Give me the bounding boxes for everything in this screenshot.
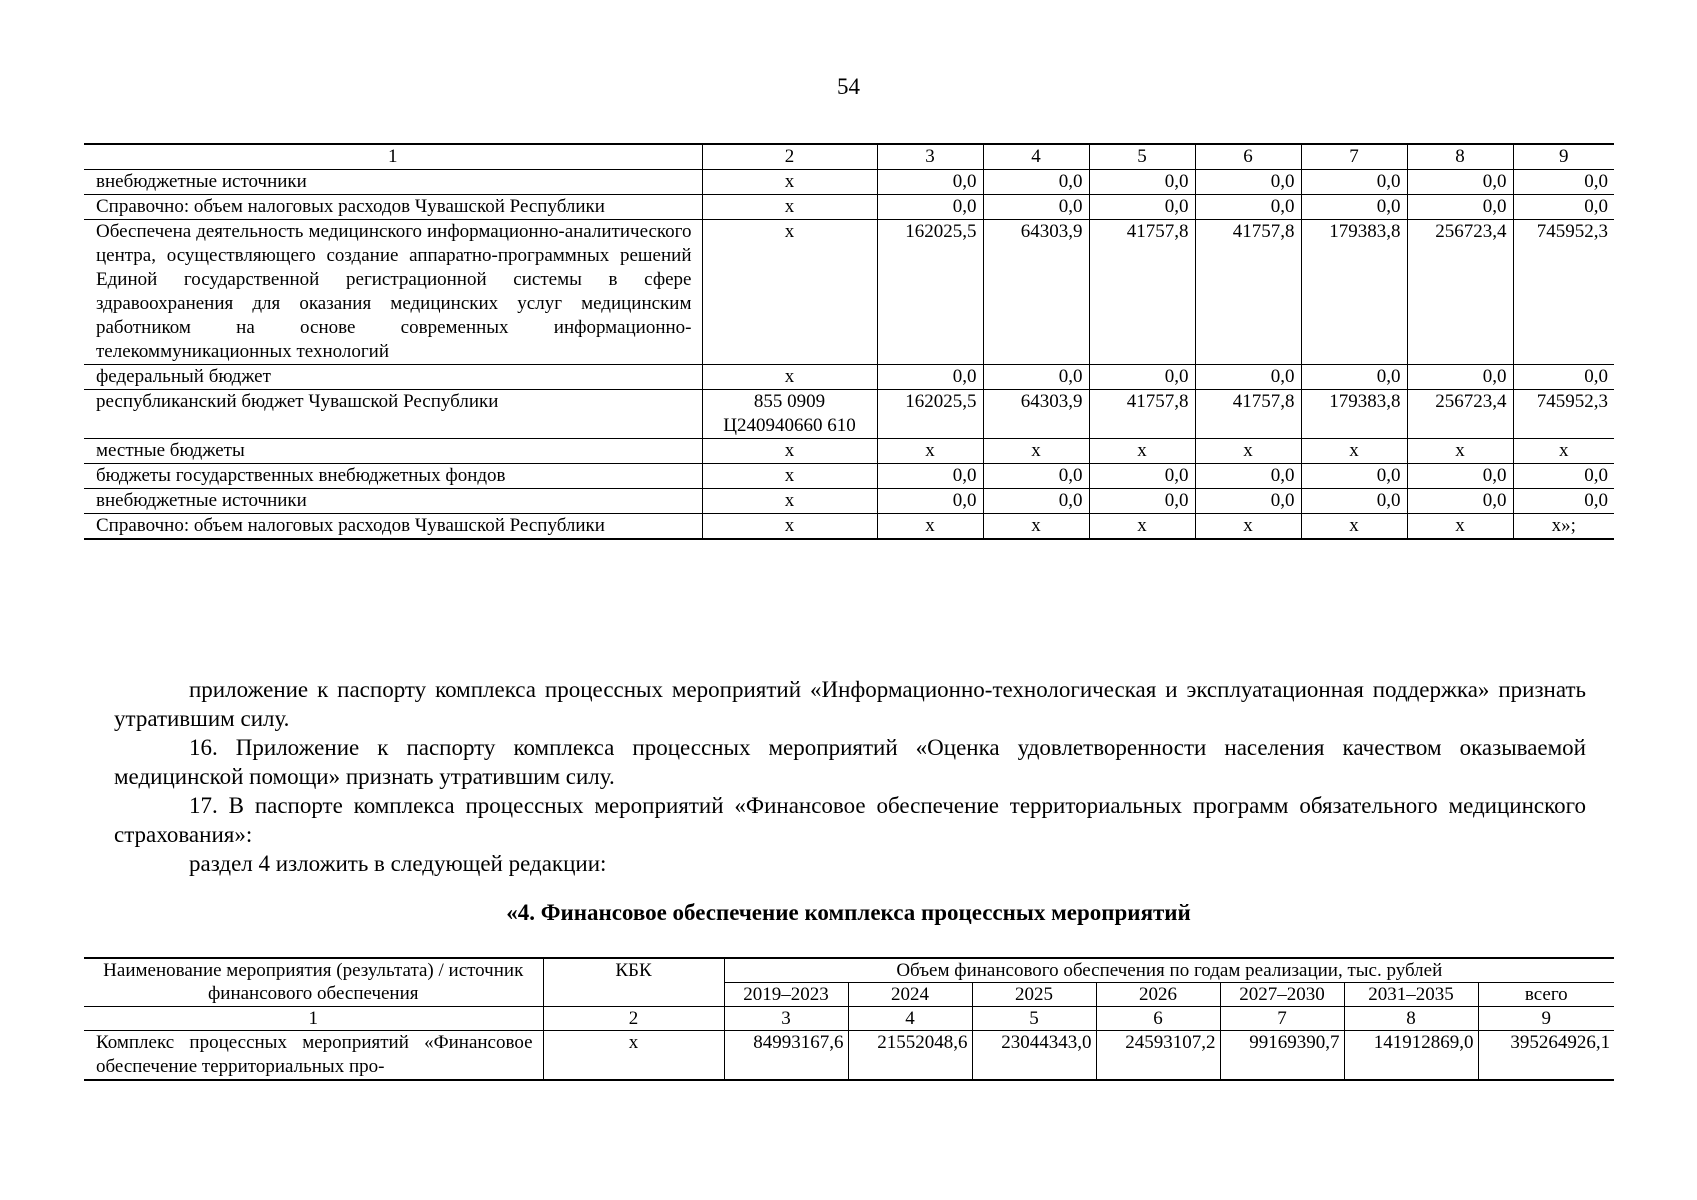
table-row bbox=[84, 365, 1614, 390]
value-cell: 41757,8 bbox=[1089, 220, 1195, 365]
value-cell: 0,0 bbox=[1089, 195, 1195, 220]
column-number: 9 bbox=[1478, 1007, 1614, 1031]
year-header: 2025 bbox=[972, 983, 1096, 1007]
value-cell: х bbox=[877, 514, 983, 540]
row-label: Справочно: объем налоговых расходов Чувашской Республики bbox=[84, 195, 702, 220]
value-cell: 162025,5 bbox=[877, 220, 983, 365]
value-cell: х bbox=[1407, 439, 1513, 464]
col-header-name: Наименование мероприятия (результата) / источник финансового обеспечения bbox=[84, 958, 543, 1007]
value-cell: 745952,3 bbox=[1513, 220, 1614, 365]
paragraph-16: 16. Приложение к паспорту комплекса процессных мероприятий «Оценка удовлетворенности населения качеством оказываемой медицинской помощи» признать утратившим силу. bbox=[114, 735, 1586, 789]
column-number: 8 bbox=[1407, 144, 1513, 170]
value-cell: 0,0 bbox=[1195, 195, 1301, 220]
column-number: 2 bbox=[702, 144, 877, 170]
value-cell: 0,0 bbox=[1301, 195, 1407, 220]
table-row bbox=[84, 439, 1614, 464]
paragraph-section4-redaction: раздел 4 изложить в следующей редакции: bbox=[189, 851, 607, 876]
column-number: 8 bbox=[1344, 1007, 1478, 1031]
column-number: 7 bbox=[1220, 1007, 1344, 1031]
value-cell: х bbox=[1513, 439, 1614, 464]
value-cell: 0,0 bbox=[877, 195, 983, 220]
value-cell: 0,0 bbox=[1301, 489, 1407, 514]
value-cell: 0,0 bbox=[1301, 365, 1407, 390]
value-cell: 84993167,6 bbox=[724, 1031, 848, 1081]
value-cell: 0,0 bbox=[983, 365, 1089, 390]
column-number: 2 bbox=[543, 1007, 724, 1031]
value-cell: х bbox=[983, 439, 1089, 464]
table-header-row bbox=[84, 144, 1614, 170]
column-number: 7 bbox=[1301, 144, 1407, 170]
column-number: 9 bbox=[1513, 144, 1614, 170]
column-number: 4 bbox=[848, 1007, 972, 1031]
value-cell: 0,0 bbox=[1089, 170, 1195, 195]
year-header: 2027–2030 bbox=[1220, 983, 1344, 1007]
col-header-group: Объем финансового обеспечения по годам реализации, тыс. рублей bbox=[724, 958, 1614, 983]
column-number: 1 bbox=[84, 1007, 543, 1031]
value-cell: х bbox=[1407, 514, 1513, 540]
value-cell: 0,0 bbox=[1407, 489, 1513, 514]
row-label: Справочно: объем налоговых расходов Чувашской Республики bbox=[84, 514, 702, 540]
column-number: 3 bbox=[724, 1007, 848, 1031]
financing-table-section4 bbox=[84, 957, 1614, 1081]
column-number: 1 bbox=[84, 144, 702, 170]
kbk-cell: х bbox=[702, 439, 877, 464]
value-cell: 0,0 bbox=[1089, 365, 1195, 390]
value-cell: 0,0 bbox=[1513, 170, 1614, 195]
row-label: Комплекс процессных мероприятий «Финансовое обеспечение территориальных про- bbox=[84, 1031, 543, 1081]
value-cell: 0,0 bbox=[877, 170, 983, 195]
row-label: внебюджетные источники bbox=[84, 170, 702, 195]
table-row bbox=[84, 195, 1614, 220]
paragraph-annex-repeal: приложение к паспорту комплекса процессных мероприятий «Информационно-технологическая и эксплуатационная поддержка» признать утратившим силу. bbox=[114, 677, 1586, 731]
value-cell: 0,0 bbox=[1301, 170, 1407, 195]
value-cell: х bbox=[1195, 514, 1301, 540]
value-cell: 24593107,2 bbox=[1096, 1031, 1220, 1081]
value-cell: 64303,9 bbox=[983, 390, 1089, 439]
value-cell: 21552048,6 bbox=[848, 1031, 972, 1081]
value-cell: 0,0 bbox=[983, 464, 1089, 489]
value-cell: 0,0 bbox=[983, 195, 1089, 220]
year-header: 2024 bbox=[848, 983, 972, 1007]
kbk-cell: 855 0909 Ц240940660 610 bbox=[702, 390, 877, 439]
table-row bbox=[84, 220, 1614, 365]
value-cell: 0,0 bbox=[1513, 365, 1614, 390]
kbk-cell: х bbox=[702, 220, 877, 365]
kbk-cell: х bbox=[702, 489, 877, 514]
value-cell: 23044343,0 bbox=[972, 1031, 1096, 1081]
financing-table-continued bbox=[84, 143, 1614, 540]
value-cell: 256723,4 bbox=[1407, 220, 1513, 365]
row-label: Обеспечена деятельность медицинского информационно-аналитического центра, осуществляющего создание аппаратно-программных решений Единой государственной регистрационной системы в сфере здравоохранения для оказания медицинских услуг медицинским работником на основе современных информационно-телекоммуникационных технологий bbox=[84, 220, 702, 365]
value-cell: х bbox=[1089, 514, 1195, 540]
column-number: 6 bbox=[1195, 144, 1301, 170]
value-cell: 0,0 bbox=[1089, 489, 1195, 514]
year-header: 2031–2035 bbox=[1344, 983, 1478, 1007]
value-cell: 41757,8 bbox=[1195, 220, 1301, 365]
value-cell: 256723,4 bbox=[1407, 390, 1513, 439]
col-header-kbk: КБК bbox=[543, 958, 724, 1007]
column-number-row bbox=[84, 1007, 1614, 1031]
kbk-cell: х bbox=[702, 514, 877, 540]
value-cell: 745952,3 bbox=[1513, 390, 1614, 439]
value-cell: 179383,8 bbox=[1301, 390, 1407, 439]
value-cell: 0,0 bbox=[877, 464, 983, 489]
value-cell: 99169390,7 bbox=[1220, 1031, 1344, 1081]
value-cell: 0,0 bbox=[1407, 365, 1513, 390]
value-cell: 0,0 bbox=[1089, 464, 1195, 489]
table-row bbox=[84, 1031, 1614, 1081]
value-cell: х bbox=[877, 439, 983, 464]
row-label: внебюджетные источники bbox=[84, 489, 702, 514]
value-cell: х bbox=[983, 514, 1089, 540]
value-cell: х»; bbox=[1513, 514, 1614, 540]
kbk-cell: х bbox=[702, 195, 877, 220]
value-cell: 0,0 bbox=[1407, 195, 1513, 220]
row-label: местные бюджеты bbox=[84, 439, 702, 464]
year-header: 2026 bbox=[1096, 983, 1220, 1007]
value-cell: 0,0 bbox=[1195, 365, 1301, 390]
value-cell: 0,0 bbox=[1195, 464, 1301, 489]
value-cell: 41757,8 bbox=[1195, 390, 1301, 439]
table-row bbox=[84, 514, 1614, 540]
paragraph-17: 17. В паспорте комплекса процессных мероприятий «Финансовое обеспечение территориальных программ обязательного медицинского страхования»: bbox=[114, 793, 1586, 847]
column-number: 5 bbox=[1089, 144, 1195, 170]
table-row bbox=[84, 170, 1614, 195]
value-cell: х bbox=[1089, 439, 1195, 464]
value-cell: 0,0 bbox=[877, 489, 983, 514]
value-cell: 395264926,1 bbox=[1478, 1031, 1614, 1081]
kbk-cell: х bbox=[702, 365, 877, 390]
value-cell: 0,0 bbox=[1195, 489, 1301, 514]
page-number: 54 bbox=[837, 74, 860, 99]
value-cell: 0,0 bbox=[1513, 489, 1614, 514]
value-cell: 0,0 bbox=[877, 365, 983, 390]
value-cell: 0,0 bbox=[1513, 464, 1614, 489]
value-cell: 162025,5 bbox=[877, 390, 983, 439]
value-cell: 179383,8 bbox=[1301, 220, 1407, 365]
value-cell: 0,0 bbox=[1407, 170, 1513, 195]
value-cell: 141912869,0 bbox=[1344, 1031, 1478, 1081]
row-label: бюджеты государственных внебюджетных фондов bbox=[84, 464, 702, 489]
value-cell: х bbox=[1301, 514, 1407, 540]
kbk-cell: х bbox=[543, 1031, 724, 1081]
value-cell: 0,0 bbox=[1513, 195, 1614, 220]
kbk-cell: х bbox=[702, 170, 877, 195]
year-header: всего bbox=[1478, 983, 1614, 1007]
column-number: 3 bbox=[877, 144, 983, 170]
row-label: республиканский бюджет Чувашской Республики bbox=[84, 390, 702, 439]
year-header: 2019–2023 bbox=[724, 983, 848, 1007]
value-cell: 0,0 bbox=[1301, 464, 1407, 489]
value-cell: 64303,9 bbox=[983, 220, 1089, 365]
value-cell: 0,0 bbox=[1195, 170, 1301, 195]
table-row bbox=[84, 489, 1614, 514]
value-cell: 41757,8 bbox=[1089, 390, 1195, 439]
table-row bbox=[84, 390, 1614, 439]
column-number: 6 bbox=[1096, 1007, 1220, 1031]
table-row bbox=[84, 464, 1614, 489]
value-cell: 0,0 bbox=[983, 170, 1089, 195]
column-number: 4 bbox=[983, 144, 1089, 170]
section-title: «4. Финансовое обеспечение комплекса процессных мероприятий bbox=[506, 900, 1191, 925]
value-cell: х bbox=[1301, 439, 1407, 464]
column-number: 5 bbox=[972, 1007, 1096, 1031]
value-cell: 0,0 bbox=[983, 489, 1089, 514]
row-label: федеральный бюджет bbox=[84, 365, 702, 390]
value-cell: х bbox=[1195, 439, 1301, 464]
value-cell: 0,0 bbox=[1407, 464, 1513, 489]
kbk-cell: х bbox=[702, 464, 877, 489]
